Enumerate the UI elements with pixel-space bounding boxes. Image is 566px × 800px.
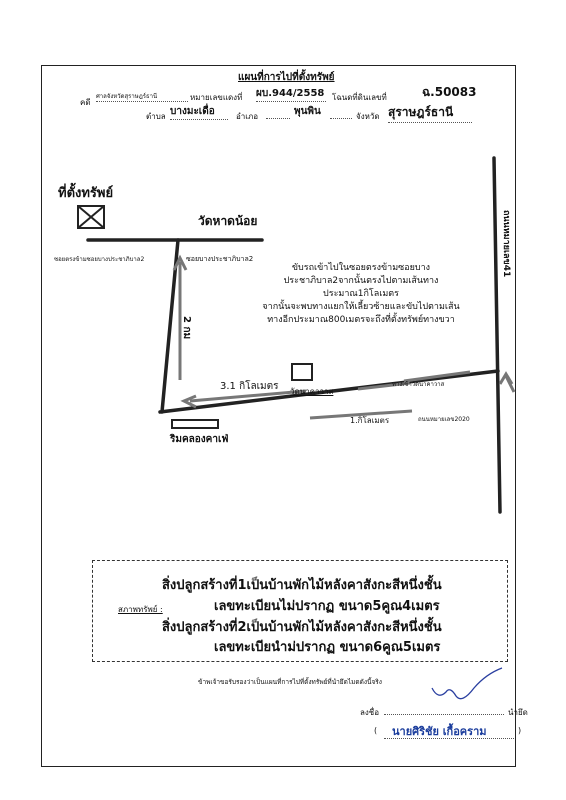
property-label: ที่ตั้งทรัพย์ (58, 186, 114, 201)
soi-left-label: ซอยตรงข้ามซอยบางประชาภิบาล2 (54, 256, 145, 263)
deed-number: ฉ.50083 (422, 85, 477, 99)
role-label: นำยึด (508, 708, 528, 717)
district-value: พุนพิน (294, 106, 321, 117)
condition-line-1: สิ่งปลูกสร้างที่1เป็นบ้านพักไม้หลังคาสังกะสีหนึ่งชั้น (162, 578, 442, 593)
district-label: อำเภอ (236, 112, 259, 121)
direction-line: ประมาณ1กิโลเมตร (323, 289, 399, 299)
close-paren: ) (518, 726, 522, 735)
direction-line: ประชาภิบาล2จากนั้นตรงไปตามเส้นทาง (283, 276, 439, 286)
road-41-label: ถนนหมายเลข41 (501, 210, 511, 278)
certification-statement: ข้าพเจ้าขอรับรองว่าเป็นแผนที่การไปที่ตั้งทรัพย์ที่นำยึดไมดดังนี้จริง (198, 678, 382, 686)
name-line (384, 736, 514, 739)
map-title: แผนที่การไปที่ตั้งทรัพย์ (238, 72, 335, 83)
province-value: สุราษฎร์ธานี (388, 103, 472, 123)
case-label: คดี (80, 98, 91, 107)
black-case-number: ผบ.944/2558 (256, 86, 326, 102)
distance-3-1km-label: 3.1 กิโลเมตร (220, 381, 279, 392)
canal-cafe-label: ริมคลองคาเฟ่ (170, 434, 229, 445)
road-2020-label: ถนนหมายเลข2020 (418, 416, 470, 423)
temple-center-label: วัดนาคาวาส (290, 387, 334, 396)
sign-label: ลงชื่อ (360, 708, 380, 717)
direction-line: จากนั้นจะพบทางแยกให้เลี้ยวซ้ายและขับไปตามเส้น (262, 302, 460, 312)
temple-entrance-label: ทางเข้าวัดนาคาวาส (392, 381, 445, 388)
condition-line-3: สิ่งปลูกสร้างที่2เป็นบ้านพักไม้หลังคาสังกะสีหนึ่งชั้น (162, 620, 442, 635)
soi-right-label: ซอยบางประชาภิบาล2 (186, 255, 254, 263)
direction-line: ขับรถเข้าไปในซอยตรงข้ามซอยบาง (291, 263, 431, 273)
temple-north-label: วัดหาดน้อย (198, 214, 258, 228)
condition-label: สภาพทรัพย์ : (118, 605, 163, 614)
subdistrict-value: บางมะเดื่อ (170, 104, 228, 120)
direction-line: ทางอีกประมาณ800เมตรจะถึงที่ตั้งทรัพย์ทางขวา (267, 315, 455, 325)
condition-line-2: เลขทะเบียนไม่ปรากฏ ขนาด5คูณ4เมตร (214, 599, 440, 614)
distance-1km-label: 1.กิโลเมตร (350, 416, 390, 425)
subdistrict-label: ตำบล (146, 112, 166, 121)
black-case-label: หมายเลขแดงที่ (190, 93, 243, 102)
open-paren: ( (374, 726, 378, 735)
signer-name: นายศิริชัย เกื้อคราม (392, 725, 487, 738)
deed-label: โฉนดที่ดินเลขที่ (332, 93, 387, 102)
court-name: ศาลจังหวัดสุราษฎร์ธานี (96, 91, 188, 102)
province-label: จังหวัด (356, 112, 380, 121)
distance-2km-label: 2 กม (181, 316, 192, 340)
condition-line-4: เลขทะเบียนำม่ปรากฏ ขนาด6คูณ5เมตร (214, 640, 441, 655)
